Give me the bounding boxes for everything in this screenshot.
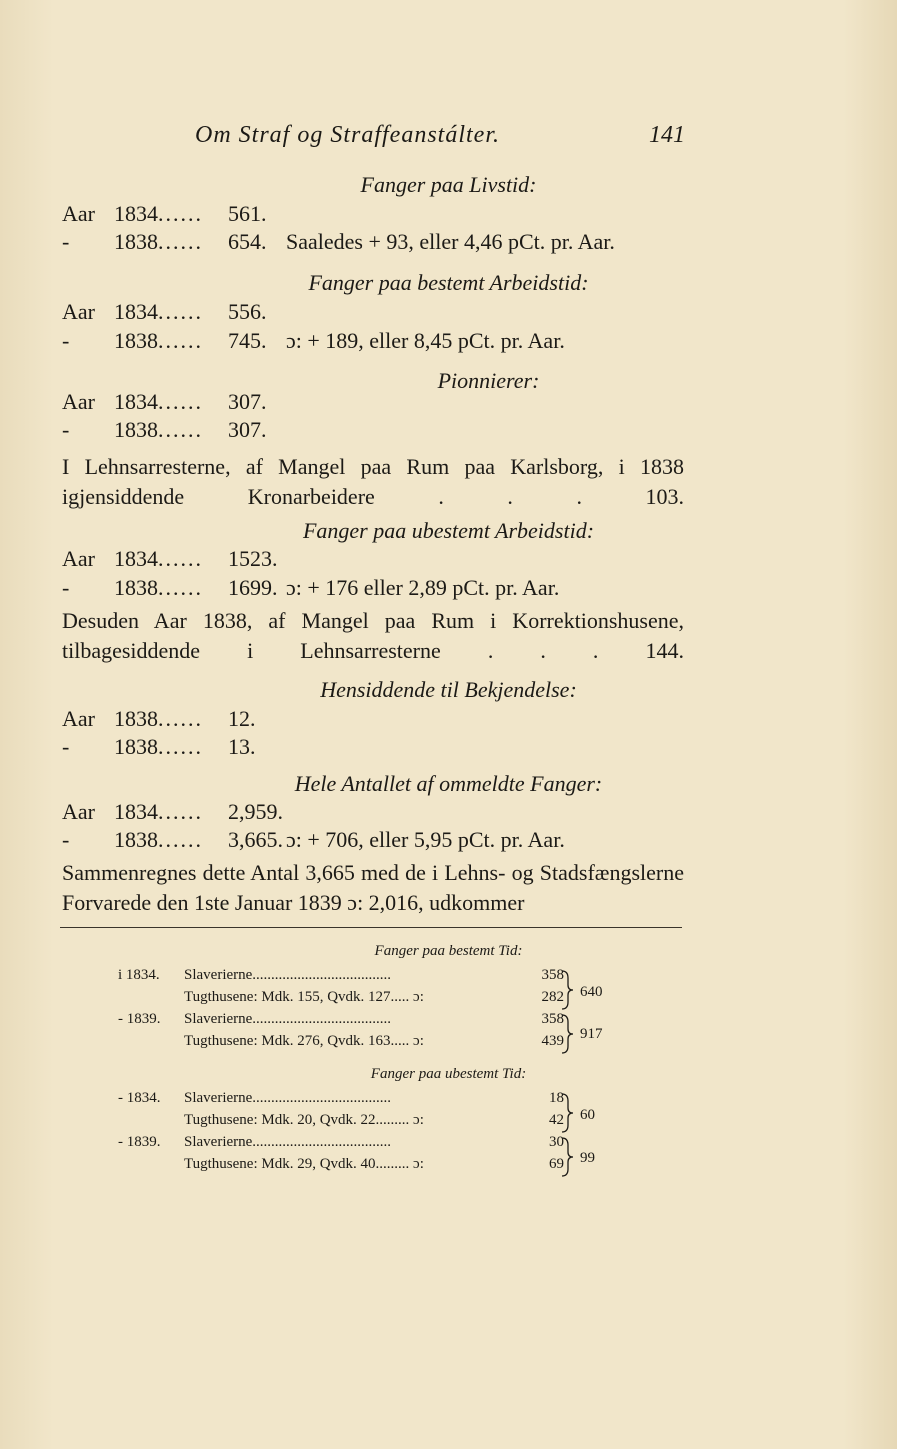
paragraph: Sammenregnes dette Antal 3,665 med de i Lehns- og Stadsfængslerne Forvarede den 1ste Januar 1839 ɔ: 2,016, udkommer: [62, 860, 684, 915]
row-dots: ......: [158, 546, 203, 571]
section-heading: Fanger paa ubestemt Arbeidstid:: [302, 518, 595, 543]
footnote-heading: Fanger paa bestemt Tid:: [374, 943, 523, 959]
row-value: 307.: [228, 417, 267, 442]
row-year: 1838: [114, 734, 158, 759]
row-value: 1699.: [228, 575, 278, 600]
row-value: 654.: [228, 229, 267, 254]
row-dots: ......: [158, 734, 203, 759]
footnote-label: - 1839.: [118, 1011, 161, 1027]
row-year: 1834: [114, 201, 158, 226]
row-label: -: [62, 229, 70, 254]
section-heading: Pionnierer:: [437, 368, 540, 393]
page-number: 141: [649, 122, 685, 148]
section-heading: Fanger paa Livstid:: [360, 172, 537, 197]
footnote-text: Tugthusene: Mdk. 155, Qvdk. 127..... ɔ:: [184, 989, 424, 1005]
footnote-text: Slaverierne.....................................: [184, 967, 392, 983]
row-value: 1523.: [228, 546, 278, 571]
data-row: [62, 827, 565, 853]
row-note: ɔ: + 176 eller 2,89 pCt. pr. Aar.: [286, 575, 560, 600]
running-head: [195, 122, 685, 152]
data-row: [62, 575, 559, 601]
row-note: Saaledes + 93, eller 4,46 pCt. pr. Aar.: [286, 229, 615, 254]
footnote-text: Slaverierne.....................................: [184, 1011, 392, 1027]
row-label: Aar: [62, 389, 95, 414]
row-value: 3,665.: [228, 827, 283, 852]
row-year: 1834: [114, 389, 158, 414]
footnote-value: 69: [549, 1156, 564, 1172]
section-heading: Hele Antallet af ommeldte Fanger:: [294, 771, 603, 796]
data-row: [62, 201, 286, 227]
section-heading: Fanger paa bestemt Arbeidstid:: [308, 270, 589, 295]
footnote-value: 18: [549, 1090, 564, 1106]
row-dots: ......: [158, 417, 203, 442]
row-label: Aar: [62, 201, 95, 226]
data-row: [62, 706, 286, 732]
brace-icon: [560, 1093, 574, 1133]
row-label: Aar: [62, 546, 95, 571]
footnote-text: Tugthusene: Mdk. 29, Qvdk. 40......... ɔ:: [184, 1156, 424, 1172]
row-dots: ......: [158, 229, 203, 254]
footnote-text: Tugthusene: Mdk. 20, Qvdk. 22......... ɔ:: [184, 1112, 424, 1128]
row-note: ɔ: + 189, eller 8,45 pCt. pr. Aar.: [286, 328, 565, 353]
row-year: 1838: [114, 417, 158, 442]
row-year: 1834: [114, 546, 158, 571]
running-title: Om Straf og Straffeanstálter.: [195, 122, 501, 148]
row-label: -: [62, 734, 70, 759]
footnote-value: 358: [541, 967, 564, 983]
footnote-value: 439: [541, 1033, 564, 1049]
data-row: [62, 417, 286, 443]
row-label: -: [62, 827, 70, 852]
row-value: 561.: [228, 201, 267, 226]
paragraph: Desuden Aar 1838, af Mangel paa Rum i Korrektionshusene, tilbagesiddende i Lehnsarresterne . . . 144.: [62, 608, 684, 663]
row-label: -: [62, 575, 70, 600]
row-dots: ......: [158, 827, 203, 852]
row-year: 1838: [114, 229, 158, 254]
footnote-value: 30: [549, 1134, 564, 1150]
data-row: [62, 734, 286, 760]
row-year: 1834: [114, 799, 158, 824]
row-year: 1838: [114, 827, 158, 852]
data-row: [62, 328, 565, 354]
row-year: 1838: [114, 706, 158, 731]
footnote-text: Tugthusene: Mdk. 276, Qvdk. 163..... ɔ:: [184, 1033, 424, 1049]
row-label: Aar: [62, 799, 95, 824]
row-year: 1838: [114, 575, 158, 600]
row-year: 1834: [114, 299, 158, 324]
row-value: 13.: [228, 734, 256, 759]
row-label: -: [62, 417, 70, 442]
footnote-total: 917: [580, 1026, 603, 1042]
footnote-heading: Fanger paa ubestemt Tid:: [370, 1066, 527, 1082]
row-dots: ......: [158, 201, 203, 226]
footnote-label: i 1834.: [118, 967, 160, 983]
footnote-label: - 1834.: [118, 1090, 161, 1106]
brace-icon: [560, 970, 574, 1010]
data-row: [62, 299, 286, 325]
row-year: 1838: [114, 328, 158, 353]
section-heading: Hensiddende til Bekjendelse:: [320, 677, 577, 702]
row-dots: ......: [158, 706, 203, 731]
data-row: [62, 799, 286, 825]
row-dots: ......: [158, 575, 203, 600]
footnote-value: 282: [541, 989, 564, 1005]
row-dots: ......: [158, 799, 203, 824]
row-label: -: [62, 328, 70, 353]
row-label: Aar: [62, 706, 95, 731]
footnote-total: 640: [580, 984, 603, 1000]
row-dots: ......: [158, 299, 203, 324]
footnote-rule: [60, 927, 682, 928]
footnote-text: Slaverierne.....................................: [184, 1134, 392, 1150]
data-row: [62, 229, 615, 255]
footnote-total: 99: [580, 1150, 595, 1166]
row-label: Aar: [62, 299, 95, 324]
row-note: ɔ: + 706, eller 5,95 pCt. pr. Aar.: [286, 827, 565, 852]
row-value: 556.: [228, 299, 267, 324]
row-value: 307.: [228, 389, 267, 414]
brace-icon: [560, 1014, 574, 1054]
row-value: 745.: [228, 328, 267, 353]
footnote-total: 60: [580, 1107, 595, 1123]
paragraph: I Lehnsarresterne, af Mangel paa Rum paa Karlsborg, i 1838 igjensiddende Kronarbeidere . . . 103.: [62, 454, 684, 509]
brace-icon: [560, 1137, 574, 1177]
footnote-label: - 1839.: [118, 1134, 161, 1150]
footnote-value: 42: [549, 1112, 564, 1128]
footnote-text: Slaverierne.....................................: [184, 1090, 392, 1106]
footnote-value: 358: [541, 1011, 564, 1027]
row-dots: ......: [158, 328, 203, 353]
data-row: [62, 546, 286, 572]
data-row: [62, 389, 286, 415]
row-dots: ......: [158, 389, 203, 414]
row-value: 12.: [228, 706, 256, 731]
row-value: 2,959.: [228, 799, 283, 824]
